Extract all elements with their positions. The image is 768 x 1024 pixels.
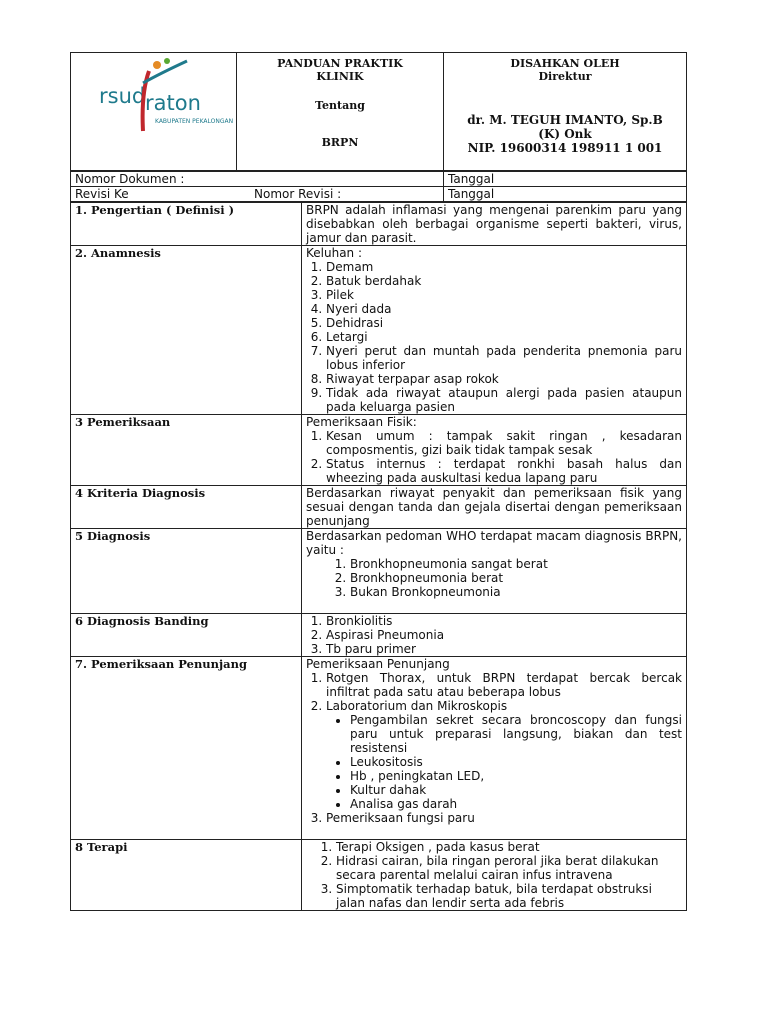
list-item: 1. Demam	[326, 260, 682, 274]
diagnosis-content	[302, 529, 687, 614]
list-item: 2. Status internus : terdapat ronkhi basah halus dan wheezing pada auskultasi kedua lapang paru	[326, 457, 682, 485]
penunjang-list	[306, 671, 682, 825]
banding-content	[302, 614, 687, 657]
signer-title: (K) Onk	[538, 127, 592, 141]
lab-bullet-list	[326, 713, 682, 811]
list-item	[326, 699, 682, 811]
approved-line2: Direktur	[538, 70, 592, 83]
list-item: 1. Bronkhopneumonia sangat berat	[350, 557, 682, 571]
penunjang-lab-label: Laboratorium dan Mikroskopis	[326, 699, 508, 713]
approval-cell	[444, 53, 687, 171]
list-item: 5. Dehidrasi	[326, 316, 682, 330]
diagnosis-intro: Berdasarkan pedoman WHO terdapat macam diagnosis BRPN, yaitu :	[306, 529, 682, 557]
logo-cell	[71, 53, 237, 171]
pemeriksaan-intro: Pemeriksaan Fisik:	[306, 415, 417, 429]
list-item: 9. Tidak ada riwayat ataupun alergi pada pasien ataupun pada keluarga pasien	[326, 386, 682, 414]
pengertian-text: BRPN adalah inflamasi yang mengenai parenkim paru yang disebabkan oleh berbagai organisme seperti bakteri, virus, jamur dan parasit.	[302, 203, 687, 246]
list-item: 2. Batuk berdahak	[326, 274, 682, 288]
meta-table	[70, 171, 687, 202]
logo-rsud-text: rsud	[99, 84, 146, 108]
signer-name: dr. M. TEGUH IMANTO, Sp.B	[467, 113, 663, 127]
bullet-item: • Analisa gas darah	[350, 797, 682, 811]
list-item: 3. Pemeriksaan fungsi paru	[326, 811, 682, 825]
header-table	[70, 52, 687, 171]
anamnesis-list	[306, 260, 682, 414]
bullet-item: • Pengambilan sekret secara broncoscopy dan fungsi paru untuk preparasi langsung, biakan dan test resistensi	[350, 713, 682, 755]
tanggal-2: Tanggal	[444, 187, 687, 202]
list-item: 1. Terapi Oksigen , pada kasus berat	[336, 840, 682, 854]
tanggal-1: Tanggal	[444, 172, 687, 187]
terapi-title: 8 Terapi	[71, 840, 302, 911]
title-line1: PANDUAN PRAKTIK	[277, 57, 403, 70]
list-item: 8. Riwayat terpapar asap rokok	[326, 372, 682, 386]
bullet-item: • Hb , peningkatan LED,	[350, 769, 682, 783]
topic-label: BRPN	[321, 136, 359, 149]
anamnesis-title: 2. Anamnesis	[71, 246, 302, 415]
anamnesis-intro: Keluhan :	[306, 246, 363, 260]
list-item: 2. Hidrasi cairan, bila ringan peroral jika berat dilakukan secara parental melalui cairan infus intravena	[336, 854, 682, 882]
logo-subtitle-text: KABUPATEN PEKALONGAN	[155, 118, 234, 125]
bullet-item: • Leukositosis	[350, 755, 682, 769]
pengertian-title: 1. Pengertian ( Definisi )	[71, 203, 302, 246]
list-item: 1. Bronkiolitis	[326, 614, 682, 628]
penunjang-content	[302, 657, 687, 840]
diagnosis-title: 5 Diagnosis	[71, 529, 302, 614]
revisi-ke: Revisi Ke	[75, 187, 129, 201]
pemeriksaan-list	[306, 429, 682, 485]
signer-nip: NIP. 19600314 198911 1 001	[467, 141, 663, 155]
banding-title: 6 Diagnosis Banding	[71, 614, 302, 657]
list-item: 2. Bronkhopneumonia berat	[350, 571, 682, 585]
list-item: 3. Bukan Bronkopneumonia	[350, 585, 682, 599]
anamnesis-content	[302, 246, 687, 415]
pemeriksaan-content	[302, 415, 687, 486]
kriteria-text: Berdasarkan riwayat penyakit dan pemeriksaan fisik yang sesuai dengan tanda dan gejala disertai dengan pemeriksaan penunjang	[302, 486, 687, 529]
terapi-list	[306, 840, 682, 910]
list-item: 3. Tb paru primer	[326, 642, 682, 656]
kriteria-title: 4 Kriteria Diagnosis	[71, 486, 302, 529]
logo-kraton-text: raton	[145, 91, 201, 115]
revisi-cell	[71, 187, 444, 202]
list-item: 6. Letargi	[326, 330, 682, 344]
list-item: 4. Nyeri dada	[326, 302, 682, 316]
bullet-item: • Kultur dahak	[350, 783, 682, 797]
approved-line1: DISAHKAN OLEH	[510, 57, 620, 70]
list-item: 3. Simptomatik terhadap batuk, bila terdapat obstruksi jalan nafas dan lendir serta ada febris	[336, 882, 682, 910]
tentang-label: Tentang	[315, 99, 365, 112]
content-table	[70, 202, 687, 911]
list-item: 7. Nyeri perut dan muntah pada penderita pnemonia paru lobus inferior	[326, 344, 682, 372]
list-item: 1. Rotgen Thorax, untuk BRPN terdapat bercak bercak infiltrat pada satu atau beberapa lobus	[326, 671, 682, 699]
title-line2: KLINIK	[316, 70, 364, 83]
list-item: 2. Aspirasi Pneumonia	[326, 628, 682, 642]
list-item: 1. Kesan umum : tampak sakit ringan , kesadaran composmentis, gizi baik tidak tampak sesak	[326, 429, 682, 457]
penunjang-intro: Pemeriksaan Penunjang	[306, 657, 450, 671]
penunjang-title: 7. Pemeriksaan Penunjang	[71, 657, 302, 840]
banding-list	[306, 614, 682, 656]
list-item: 3. Pilek	[326, 288, 682, 302]
document-sheet	[70, 52, 686, 911]
diagnosis-list	[306, 557, 682, 599]
pemeriksaan-title: 3 Pemeriksaan	[71, 415, 302, 486]
hospital-logo	[71, 53, 237, 167]
title-cell	[237, 53, 444, 171]
nomor-revisi: Nomor Revisi :	[254, 187, 342, 201]
terapi-content	[302, 840, 687, 911]
nomor-dokumen: Nomor Dokumen :	[71, 172, 444, 187]
